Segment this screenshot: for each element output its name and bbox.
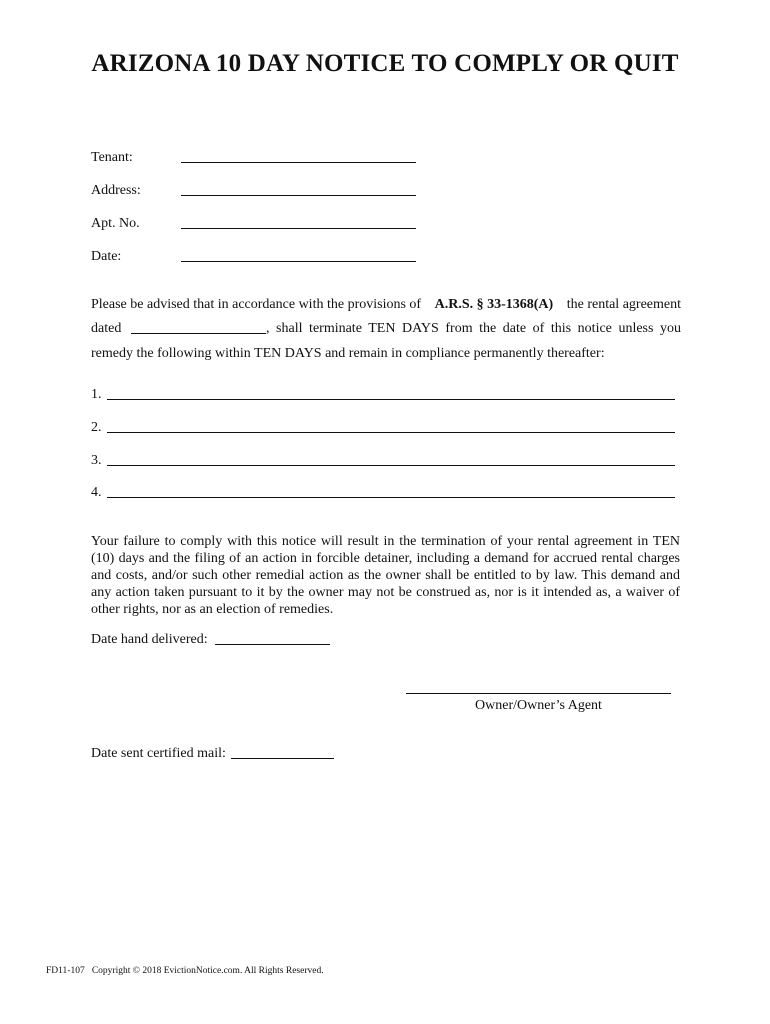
address-field[interactable]	[181, 195, 416, 196]
item-number: 1.	[91, 387, 102, 402]
failure-paragraph: Your failure to comply with this notice will result in the termination of your rental agreement in TEN (10) days and the filing of an action in forcible detainer, including a demand for accrued rental charges and costs, and/or such other remedial action as the owner shall be entitled to by law. This demand and any action taken pursuant to it by the owner may not be construed as, nor is it intended as, a waiver of other rights, nor as an election of remedies.	[91, 534, 680, 617]
dated-label: dated	[91, 321, 122, 336]
remedy-line-1[interactable]	[107, 399, 675, 400]
hand-delivered-field[interactable]	[215, 644, 330, 645]
item-number: 4.	[91, 485, 102, 500]
remedy-line-3[interactable]	[107, 465, 675, 466]
signature-label: Owner/Owner’s Agent	[475, 698, 602, 713]
notice-line-1	[91, 297, 681, 313]
address-label: Address:	[91, 183, 141, 198]
apt-field[interactable]	[181, 228, 416, 229]
remedy-line-2[interactable]	[107, 432, 675, 433]
tenant-field[interactable]	[181, 162, 416, 163]
hand-delivered-label: Date hand delivered:	[91, 632, 208, 647]
certified-mail-label: Date sent certified mail:	[91, 746, 226, 761]
certified-mail-field[interactable]	[231, 758, 334, 759]
page-title: ARIZONA 10 DAY NOTICE TO COMPLY OR QUIT	[91, 50, 679, 77]
notice-line-1-pre: Please be advised that in accordance with the provisions of	[91, 297, 422, 312]
footer-copyright: FD11-107 Copyright © 2018 EvictionNotice.com. All Rights Reserved.	[46, 966, 324, 976]
date-label: Date:	[91, 249, 122, 264]
date-field[interactable]	[181, 261, 416, 262]
apt-label: Apt. No.	[91, 216, 140, 231]
notice-line-3: remedy the following within TEN DAYS and remain in compliance permanently thereafter:	[91, 346, 605, 361]
dated-field[interactable]	[131, 333, 266, 334]
item-number: 3.	[91, 453, 102, 468]
statute-reference: A.R.S. § 33-1368(A)	[434, 297, 554, 312]
signature-line[interactable]	[406, 693, 671, 694]
notice-line-1-post: the rental agreement	[566, 297, 681, 312]
notice-line-2: , shall terminate TEN DAYS from the date of this notice unless you	[266, 321, 681, 336]
item-number: 2.	[91, 420, 102, 435]
remedy-line-4[interactable]	[107, 497, 675, 498]
tenant-label: Tenant:	[91, 150, 133, 165]
